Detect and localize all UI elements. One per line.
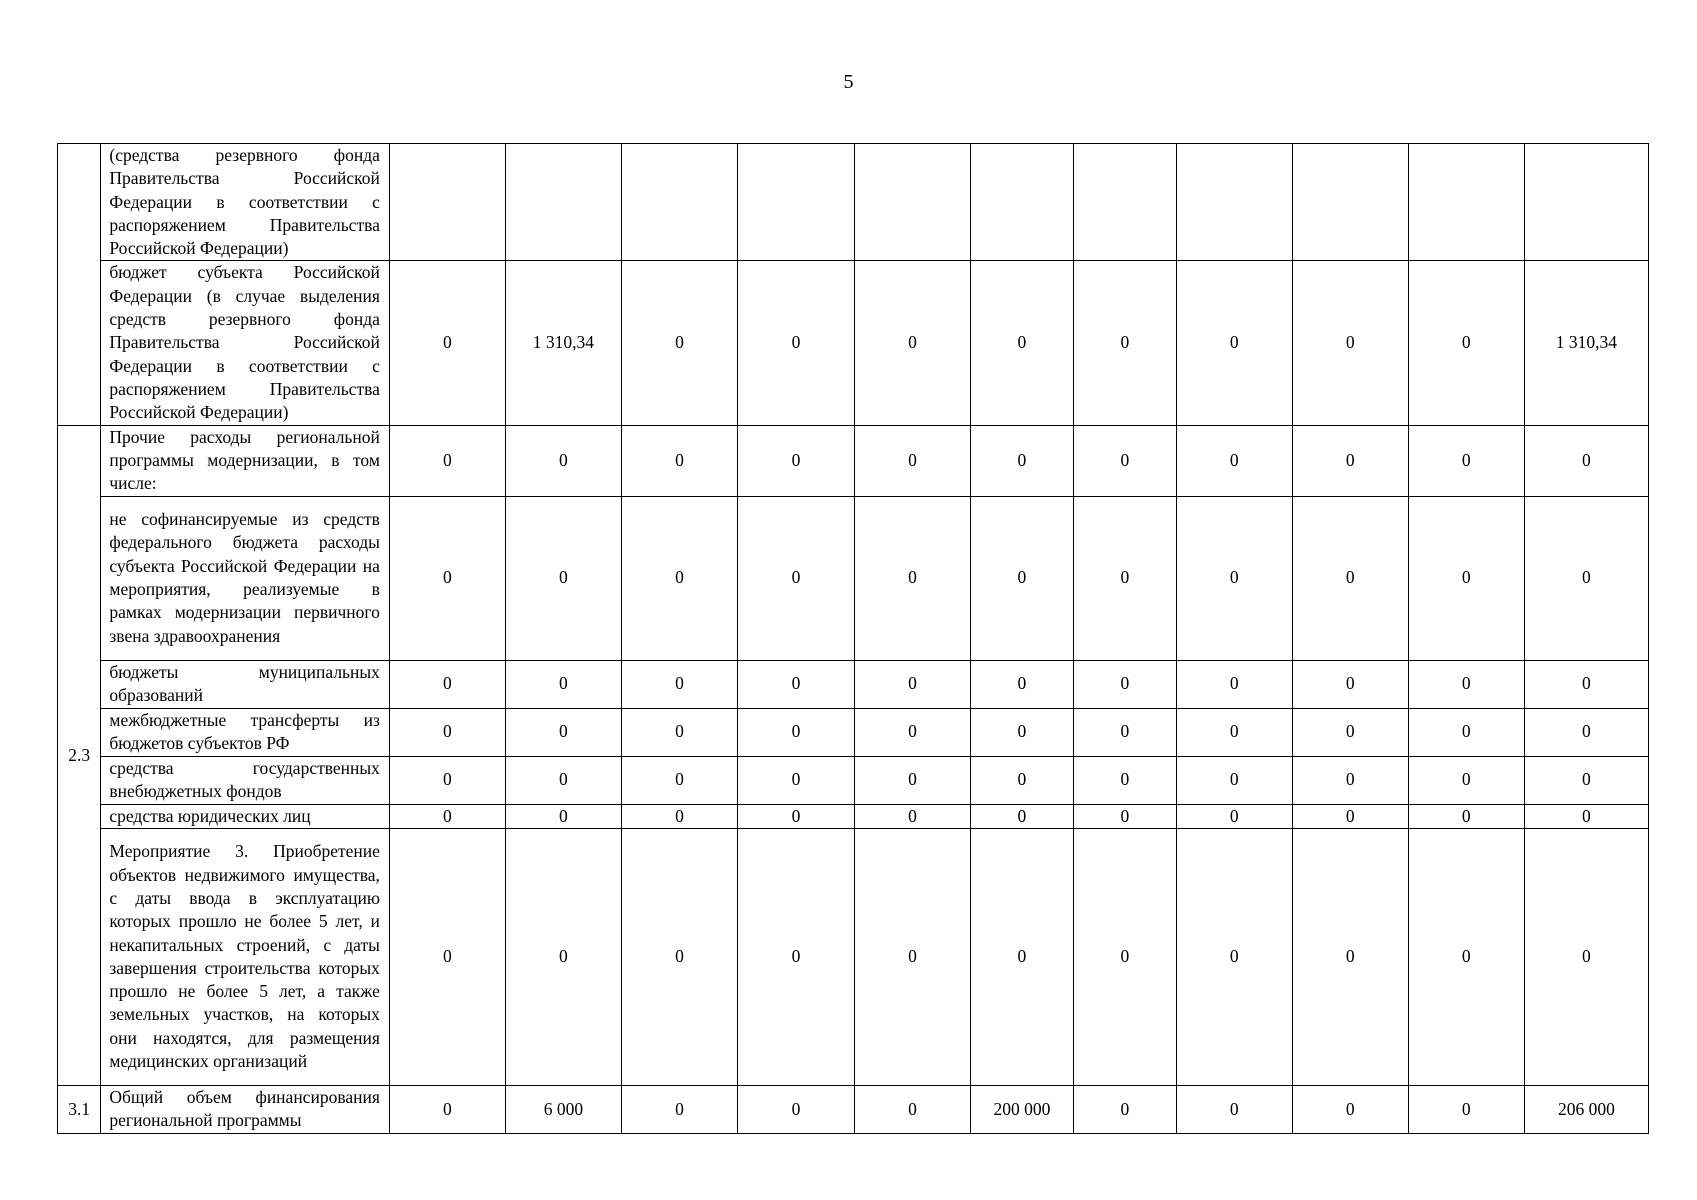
value-cell: 0 xyxy=(737,425,854,496)
row-number xyxy=(58,284,100,285)
value-cell: 0 xyxy=(970,261,1073,425)
table-row xyxy=(58,144,1649,261)
value-cell: 0 xyxy=(621,828,737,1085)
value-cell: 0 xyxy=(1176,756,1292,804)
value-cell: 0 xyxy=(1292,425,1408,496)
value-cell xyxy=(1176,144,1292,261)
value-cell: 0 xyxy=(1073,261,1176,425)
row-number-cell xyxy=(58,144,101,426)
value-cell xyxy=(1524,144,1648,261)
value-cell: 0 xyxy=(621,425,737,496)
value-cell: 0 xyxy=(1073,1085,1176,1133)
value-cell: 0 xyxy=(737,1085,854,1133)
value-cell: 0 xyxy=(1176,660,1292,708)
value-cell: 0 xyxy=(389,660,505,708)
value-cell: 0 xyxy=(970,828,1073,1085)
value-cell: 0 xyxy=(1176,804,1292,828)
value-cell: 0 xyxy=(621,261,737,425)
value-cell: 0 xyxy=(854,496,970,660)
value-cell: 0 xyxy=(1292,496,1408,660)
value-cell: 0 xyxy=(970,708,1073,756)
table-row xyxy=(58,828,1649,1085)
value-cell: 0 xyxy=(737,660,854,708)
value-cell: 0 xyxy=(1408,261,1524,425)
value-cell: 0 xyxy=(854,425,970,496)
page-number: 5 xyxy=(843,71,854,93)
value-cell: 0 xyxy=(1073,708,1176,756)
value-cell: 0 xyxy=(505,828,621,1085)
value-cell: 0 xyxy=(854,708,970,756)
row-number-cell xyxy=(58,425,101,1085)
value-cell: 206 000 xyxy=(1524,1085,1648,1133)
row-number: 3.1 xyxy=(68,1099,91,1120)
value-cell xyxy=(1292,144,1408,261)
value-cell: 0 xyxy=(1408,756,1524,804)
value-cell: 0 xyxy=(1176,1085,1292,1133)
value-cell: 0 xyxy=(389,708,505,756)
value-cell: 0 xyxy=(854,1085,970,1133)
value-cell: 0 xyxy=(621,804,737,828)
value-cell: 0 xyxy=(621,496,737,660)
row-number: 2.3 xyxy=(68,745,91,766)
row-description: (средства резервного фонда Правительства Российской Федерации в соответствии с распоряжением Правительства Российской Федерации) xyxy=(101,144,390,261)
value-cell: 0 xyxy=(1524,425,1648,496)
row-description: бюджеты муниципальных образований xyxy=(101,660,390,708)
value-cell: 0 xyxy=(1073,425,1176,496)
value-cell: 0 xyxy=(1176,708,1292,756)
row-description: Общий объем финансирования региональной программы xyxy=(101,1085,390,1133)
value-cell: 0 xyxy=(505,708,621,756)
value-cell: 0 xyxy=(505,496,621,660)
row-description: Прочие расходы региональной программы модернизации, в том числе: xyxy=(101,425,390,496)
table-row xyxy=(58,804,1649,828)
value-cell: 0 xyxy=(970,756,1073,804)
row-description: межбюджетные трансферты из бюджетов субъектов РФ xyxy=(101,708,390,756)
value-cell: 0 xyxy=(1073,828,1176,1085)
value-cell xyxy=(854,144,970,261)
value-cell: 0 xyxy=(1073,496,1176,660)
value-cell: 0 xyxy=(1073,804,1176,828)
value-cell xyxy=(621,144,737,261)
value-cell: 0 xyxy=(505,660,621,708)
value-cell: 0 xyxy=(737,756,854,804)
value-cell: 0 xyxy=(1408,708,1524,756)
value-cell: 0 xyxy=(1524,828,1648,1085)
value-cell: 0 xyxy=(621,1085,737,1133)
value-cell: 0 xyxy=(621,756,737,804)
value-cell: 0 xyxy=(1408,1085,1524,1133)
table-row xyxy=(58,756,1649,804)
value-cell: 0 xyxy=(1292,756,1408,804)
value-cell: 0 xyxy=(1524,708,1648,756)
value-cell: 0 xyxy=(505,804,621,828)
table-row xyxy=(58,496,1649,660)
row-description: бюджет субъекта Российской Федерации (в случае выделения средств резервного фонда Правительства Российской Федерации в соответствии с распоряжением Правительства Российской Федерации) xyxy=(101,261,390,425)
value-cell: 0 xyxy=(389,756,505,804)
value-cell: 0 xyxy=(1408,660,1524,708)
value-cell: 0 xyxy=(1176,496,1292,660)
value-cell: 0 xyxy=(1524,660,1648,708)
table-row xyxy=(58,425,1649,496)
value-cell: 0 xyxy=(1524,756,1648,804)
value-cell: 0 xyxy=(737,804,854,828)
value-cell: 200 000 xyxy=(970,1085,1073,1133)
value-cell: 0 xyxy=(389,828,505,1085)
row-description: средства юридических лиц xyxy=(101,804,390,828)
value-cell: 0 xyxy=(1292,261,1408,425)
value-cell: 0 xyxy=(1292,708,1408,756)
value-cell: 0 xyxy=(970,804,1073,828)
value-cell: 0 xyxy=(854,828,970,1085)
row-number-cell xyxy=(58,1085,101,1133)
value-cell: 0 xyxy=(505,756,621,804)
value-cell: 0 xyxy=(854,756,970,804)
table-row xyxy=(58,708,1649,756)
value-cell xyxy=(1073,144,1176,261)
value-cell: 0 xyxy=(389,804,505,828)
value-cell: 0 xyxy=(1292,828,1408,1085)
value-cell: 0 xyxy=(1176,261,1292,425)
value-cell: 0 xyxy=(1176,425,1292,496)
value-cell: 0 xyxy=(1408,496,1524,660)
financing-table xyxy=(57,143,1649,1134)
value-cell: 0 xyxy=(389,261,505,425)
table-row xyxy=(58,1085,1649,1133)
value-cell: 0 xyxy=(854,804,970,828)
row-description: не софинансируемые из средств федерального бюджета расходы субъекта Российской Федерации на мероприятия, реализуемые в рамках модернизации первичного звена здравоохранения xyxy=(101,496,390,660)
row-description: средства государственных внебюджетных фондов xyxy=(101,756,390,804)
value-cell: 0 xyxy=(737,828,854,1085)
value-cell: 0 xyxy=(854,261,970,425)
value-cell: 0 xyxy=(1292,1085,1408,1133)
value-cell: 0 xyxy=(1408,425,1524,496)
value-cell xyxy=(1408,144,1524,261)
value-cell: 0 xyxy=(970,425,1073,496)
value-cell: 0 xyxy=(389,496,505,660)
value-cell: 0 xyxy=(970,660,1073,708)
value-cell xyxy=(737,144,854,261)
value-cell: 1 310,34 xyxy=(505,261,621,425)
value-cell: 0 xyxy=(1524,496,1648,660)
row-description: Мероприятие 3. Приобретение объектов недвижимого имущества, с даты ввода в эксплуатацию которых прошло не более 5 лет, и некапитальных строений, с даты завершения строительства которых прошло не более 5 лет, а также земельных участков, на которых они находятся, для размещения медицинских организаций xyxy=(101,828,390,1085)
value-cell: 0 xyxy=(737,261,854,425)
value-cell: 0 xyxy=(737,708,854,756)
value-cell: 1 310,34 xyxy=(1524,261,1648,425)
value-cell: 0 xyxy=(1073,756,1176,804)
value-cell: 0 xyxy=(1408,828,1524,1085)
value-cell: 0 xyxy=(1073,660,1176,708)
value-cell: 0 xyxy=(1176,828,1292,1085)
value-cell: 0 xyxy=(1408,804,1524,828)
value-cell: 0 xyxy=(1292,804,1408,828)
value-cell: 0 xyxy=(737,496,854,660)
value-cell xyxy=(970,144,1073,261)
table-row xyxy=(58,261,1649,425)
value-cell: 0 xyxy=(389,1085,505,1133)
value-cell: 0 xyxy=(854,660,970,708)
value-cell: 0 xyxy=(505,425,621,496)
value-cell: 0 xyxy=(1524,804,1648,828)
value-cell: 0 xyxy=(1292,660,1408,708)
value-cell: 0 xyxy=(389,425,505,496)
value-cell: 6 000 xyxy=(505,1085,621,1133)
value-cell: 0 xyxy=(970,496,1073,660)
table-body xyxy=(58,144,1649,1134)
value-cell xyxy=(389,144,505,261)
value-cell: 0 xyxy=(621,660,737,708)
value-cell xyxy=(505,144,621,261)
value-cell: 0 xyxy=(621,708,737,756)
table-row xyxy=(58,660,1649,708)
